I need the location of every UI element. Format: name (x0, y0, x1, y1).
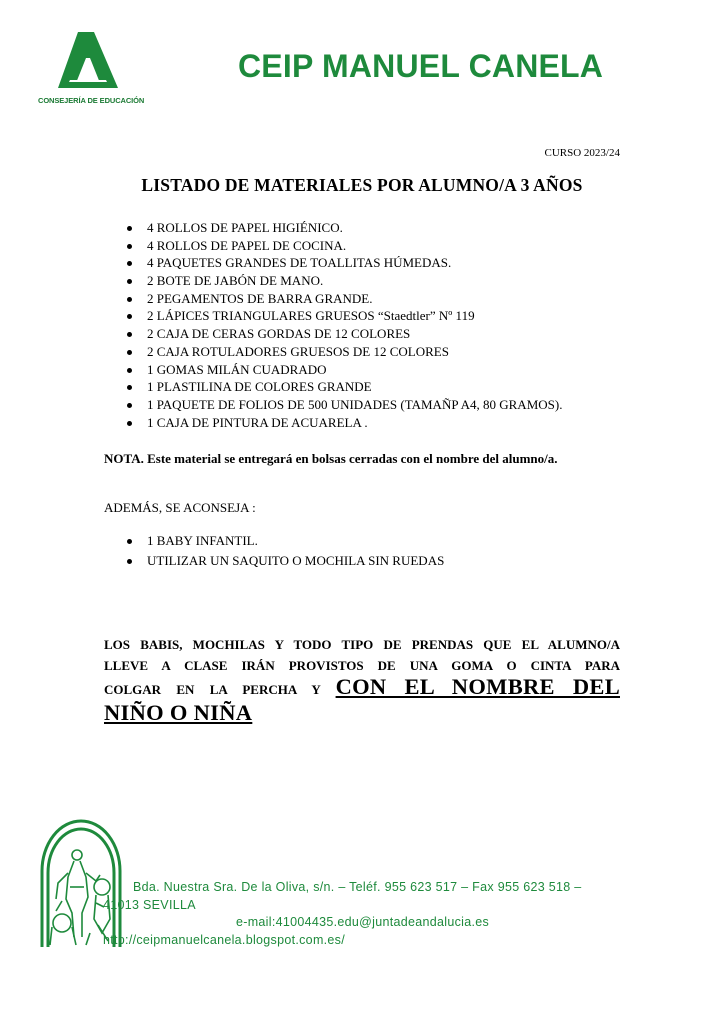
bullet-icon (127, 421, 132, 426)
warning-emphasis: NIÑO O NIÑA (104, 700, 253, 725)
list-item: 1 BABY INFANTIL. (125, 531, 444, 551)
junta-a-icon (56, 30, 120, 92)
list-item: 4 ROLLOS DE PAPEL HIGIÉNICO. (125, 219, 562, 237)
page-title: LISTADO DE MATERIALES POR ALUMNO/A 3 AÑOS (141, 175, 583, 195)
bullet-icon (127, 559, 132, 564)
bullet-icon (127, 279, 132, 284)
list-item: UTILIZAR UN SAQUITO O MOCHILA SIN RUEDAS (125, 551, 444, 571)
list-item: 2 CAJA ROTULADORES GRUESOS DE 12 COLORES (125, 343, 562, 361)
list-item: 2 PEGAMENTOS DE BARRA GRANDE. (125, 290, 562, 308)
advice-list (125, 531, 444, 571)
bullet-icon (127, 261, 132, 266)
list-item: 4 ROLLOS DE PAPEL DE COCINA. (125, 237, 562, 255)
materials-list (125, 219, 562, 431)
bullet-icon (127, 244, 132, 249)
list-item: 1 PAQUETE DE FOLIOS DE 500 UNIDADES (TAMAÑP A4, 80 GRAMOS). (125, 396, 562, 414)
bullet-icon (127, 385, 132, 390)
warning-paragraph (104, 634, 620, 726)
bullet-icon (127, 403, 132, 408)
hercules-lions-icon (38, 815, 124, 949)
list-item: 2 BOTE DE JABÓN DE MANO. (125, 272, 562, 290)
advice-intro: ADEMÁS, SE ACONSEJA : (104, 500, 256, 515)
footer-address: Bda. Nuestra Sra. De la Oliva, s/n. – Teléf. 955 623 517 – Fax 955 623 518 – (133, 880, 582, 894)
list-item: 1 CAJA DE PINTURA DE ACUARELA . (125, 414, 562, 432)
footer-email: e-mail:41004435.edu@juntadeandalucia.es (236, 915, 490, 929)
list-item: 4 PAQUETES GRANDES DE TOALLITAS HÚMEDAS. (125, 254, 562, 272)
logo-caption: CONSEJERÍA DE EDUCACIÓN (38, 96, 145, 105)
note-text: NOTA. Este material se entregará en bolsas cerradas con el nombre del alumno/a. (104, 451, 558, 466)
bullet-icon (127, 368, 132, 373)
course-year: CURSO 2023/24 (544, 147, 620, 159)
bullet-icon (127, 314, 132, 319)
warning-emphasis: CON EL NOMBRE DEL (335, 674, 620, 699)
footer-website: http://ceipmanuelcanela.blogspot.com.es/ (103, 933, 345, 947)
school-emblem (38, 815, 124, 949)
footer-city: 41013 SEVILLA (103, 898, 196, 912)
bullet-icon (127, 539, 132, 544)
warning-line-3: COLGAR EN LA PERCHA Y CON EL NOMBRE DEL (104, 674, 620, 699)
school-name: CEIP MANUEL CANELA (238, 48, 604, 84)
bullet-icon (127, 332, 132, 337)
bullet-icon (127, 226, 132, 231)
list-item: 2 LÁPICES TRIANGULARES GRUESOS “Staedtler” Nº 119 (125, 307, 562, 325)
bullet-icon (127, 350, 132, 355)
list-item: 1 PLASTILINA DE COLORES GRANDE (125, 378, 562, 396)
warning-line-4 (104, 702, 620, 726)
list-item: 1 GOMAS MILÁN CUADRADO (125, 361, 562, 379)
junta-logo (38, 30, 148, 110)
bullet-icon (127, 297, 132, 302)
warning-line-2: LLEVE A CLASE IRÁN PROVISTOS DE UNA GOMA O CINTA PARA (104, 658, 620, 673)
warning-line-1: LOS BABIS, MOCHILAS Y TODO TIPO DE PRENDAS QUE EL ALUMNO/A (104, 637, 620, 652)
list-item: 2 CAJA DE CERAS GORDAS DE 12 COLORES (125, 325, 562, 343)
